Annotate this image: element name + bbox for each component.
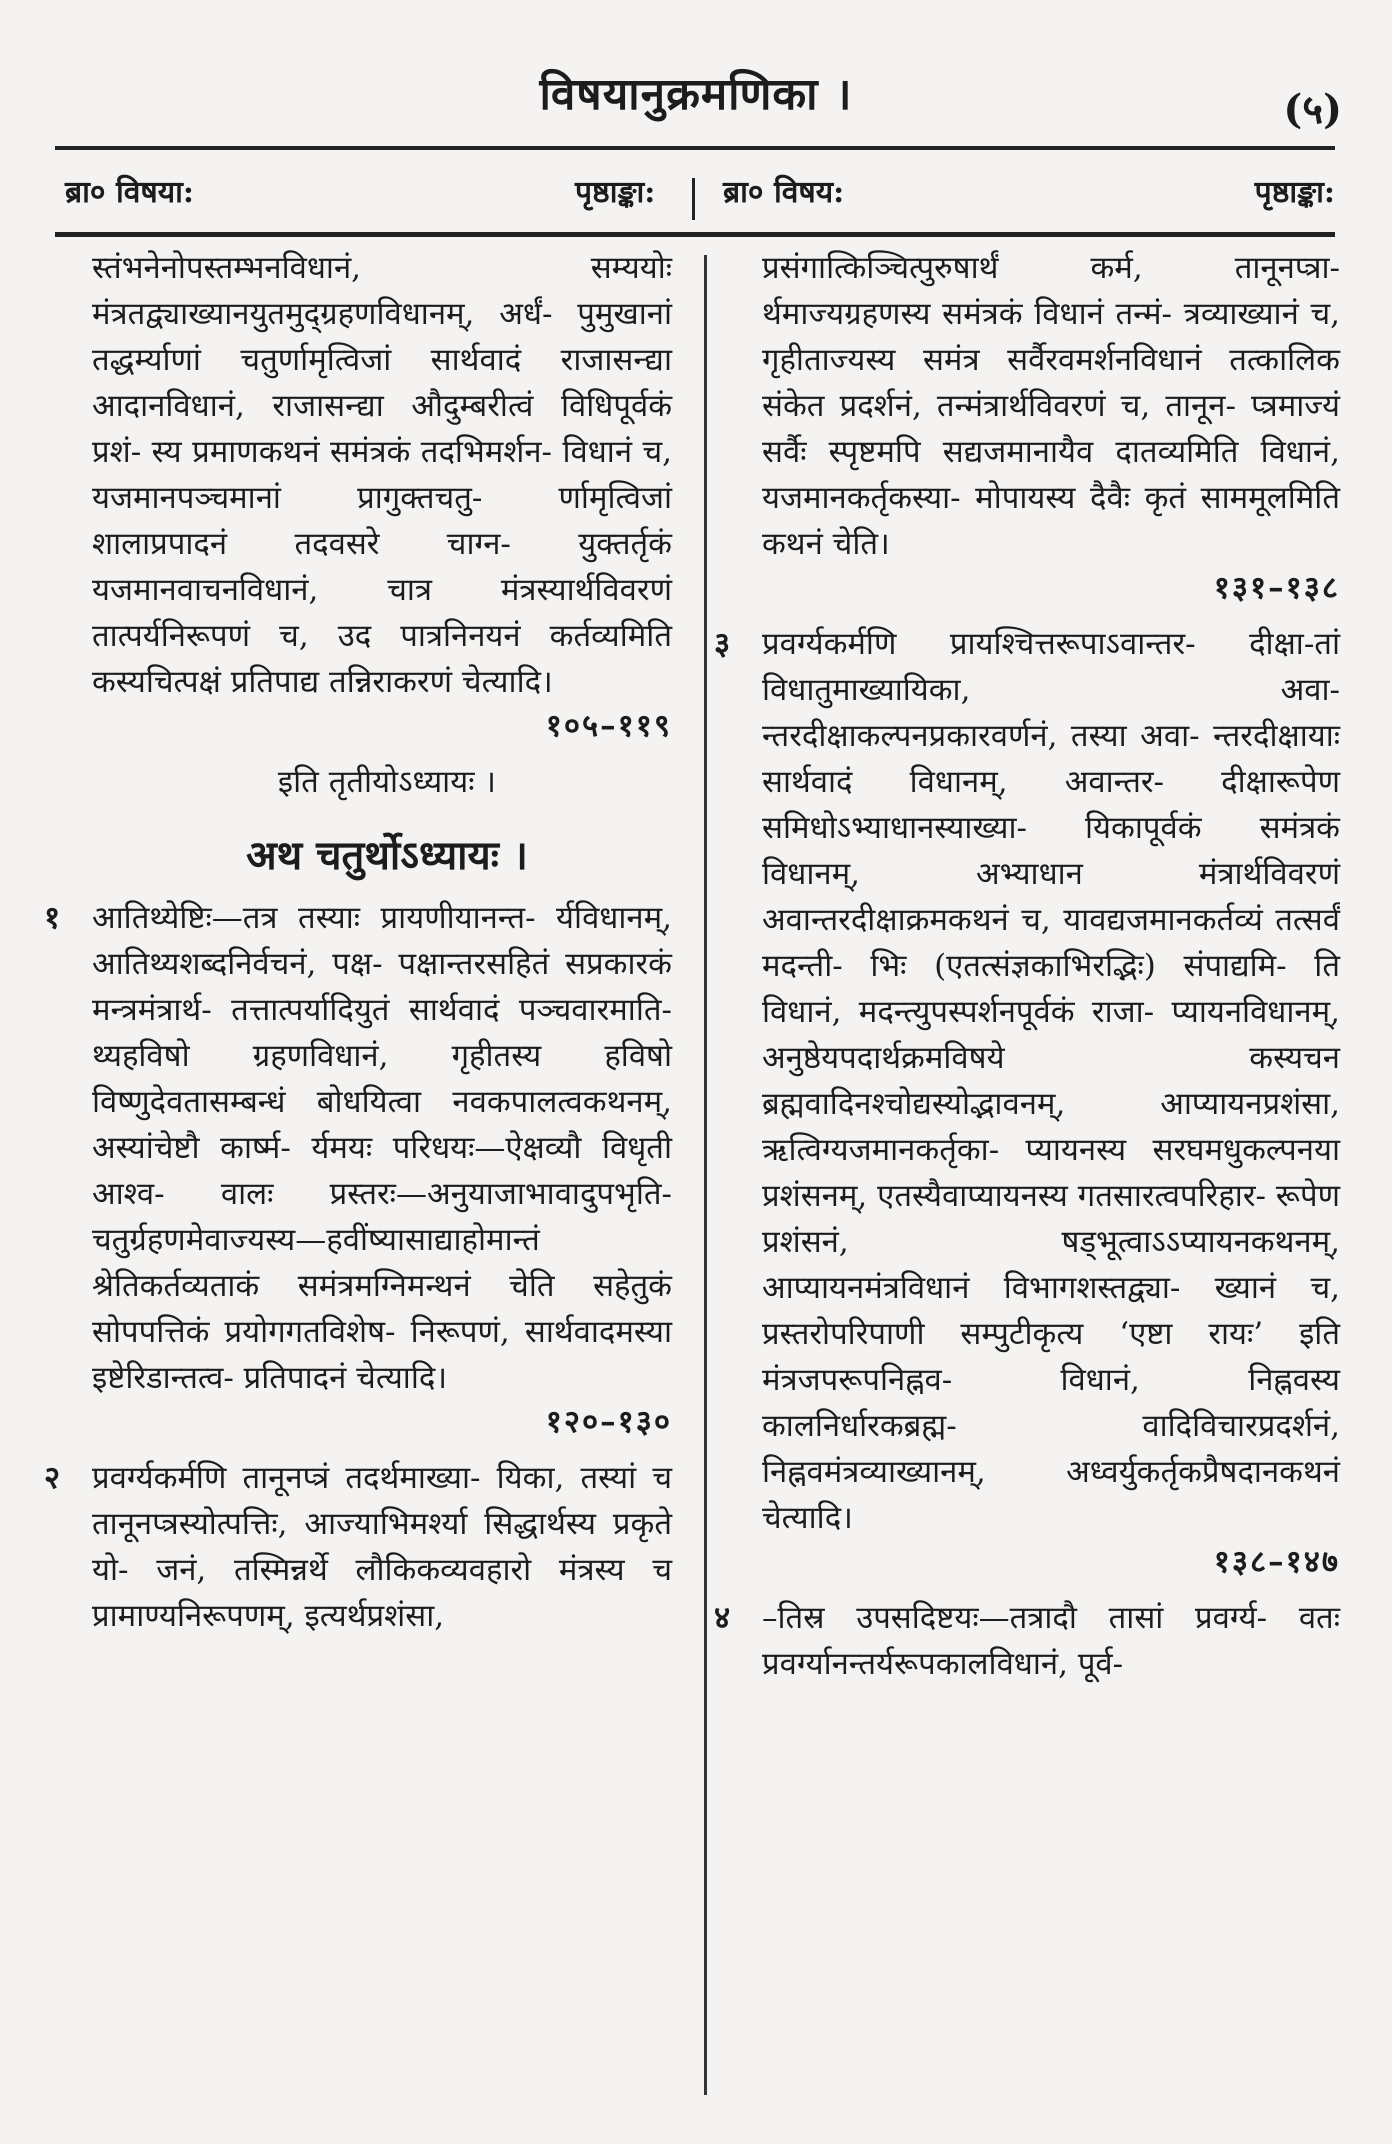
table-header: [65, 170, 1335, 220]
header-top-rule: [55, 146, 1335, 150]
list-item: [712, 1595, 1340, 1687]
header-divider: [692, 178, 695, 220]
entry-text: प्रसंगात्किञ्चित्पुरुषार्थं कर्म, तानूनप्त्रा- र्थमाज्यग्रहणस्य समंत्रकं विधानं तन्मं- त्रव्याख्यानं च, गृहीताज्यस्य समंत्र सर्वैरवमर्शनविधानं तत्कालिक संकेत प्रदर्शनं, तन्मंत्रार्थविवरणं च, तानून- प्त्रमाज्यं सर्वैः स्पृष्टमपि सद्यजमानायैव दातव्यमिति विधानं, यजमानकर्तृकस्या- मोपायस्य दैवैः कृतं साममूलमिति कथनं चेति।: [762, 250, 1340, 562]
entry-text: आतिथ्येष्टिः—तत्र तस्याः प्रायणीयानन्त- र्यविधानम्, आतिथ्यशब्दनिर्वचनं, पक्ष- पक्षान्तरसहितं सप्रकारकं मन्त्रमंत्रार्थ- तत्तात्पर्यादियुतं सार्थवादं पञ्चवारमाति- थ्यहविषो ग्रहणविधानं, गृहीतस्य हविषो विष्णुदेवतासम्बन्धं बोधयित्वा नवकपालत्वकथनम्, अस्यांचेष्टौ कार्ष्म- र्यमयः परिधयः—ऐक्षव्यौ विधृती आश्व- वालः प्रस्तरः—अनुयाजाभावादुपभृति- चतुर्ग्रहणमेवाज्यस्य—हवींष्यासाद्याहोमान्तं श्रेतिकर्तव्यताकं समंत्रमग्निमन्थनं चेति सहेतुकं सोपपत्तिकं प्रयोगगतविशेष- निरूपणं, सार्थवादमस्या इष्टेरिडान्तत्व- प्रतिपादनं चेत्यादि।: [92, 900, 672, 1396]
entry-text: स्तंभनेनोपस्तम्भनविधानं, सम्ययोः मंत्रतद्व्याख्यानयुतमुद्ग्रहणविधानम्, अर्धं- पुमुखानां तद्धर्म्याणां चतुर्णामृत्विजां सार्थवादं राजासन्द्या आदानविधानं, राजासन्द्या औदुम्बरीत्वं विधिपूर्वकं प्रशं- स्य प्रमाणकथनं समंत्रकं तदभिमर्शन- विधानं च, यजमानपञ्चमानां प्रागुक्तचतु- र्णामृत्विजां शालाप्रपादनं तदवसरे चाग्न- युक्तर्तृकं यजमानवाचनविधानं, चात्र मंत्रस्यार्थविवरणं तात्पर्यनिरूपणं च, उद पात्रनिनयनं कर्तव्यमिति कस्यचित्पक्षं प्रतिपाद्य तन्निराकरणं चेत्यादि।: [92, 250, 672, 700]
page-number: (५): [1283, 86, 1342, 133]
chapter-heading: अथ चतुर्थोऽध्यायः ।: [246, 832, 528, 879]
right-column: [712, 245, 1340, 1695]
column-divider: [704, 255, 707, 2095]
left-column: [42, 245, 672, 1647]
entry-number: ३: [714, 626, 731, 662]
entry-text: प्रवर्ग्यकर्मणि तानूनप्त्रं तदर्थमाख्या- यिका, तस्यां च तानूनप्त्रस्योत्पत्तिः, आज्याभिमर्श्या सिद्धार्थस्य प्रकृते यो- जनं, तस्मिन्नर्थे लौकिकव्यवहारो मंत्रस्य च प्रामाण्यनिरूपणम्, इत्यर्थप्रशंसा,: [92, 1460, 672, 1634]
entry-pages: १२०–१३०: [545, 1404, 672, 1440]
entry-pages: १३१–१३८: [1213, 570, 1340, 606]
entry-text: –तिस्र उपसदिष्टयः—तत्रादौ तासां प्रवर्ग्य- वतः प्रवर्ग्यानन्तर्यरूपकालविधानं, पूर्व-: [762, 1600, 1340, 1682]
list-item: [712, 245, 1340, 611]
header-bottom-rule: [55, 232, 1335, 237]
left-topic-label: ब्रा० विषया:: [65, 175, 194, 210]
right-pages-label: पृष्ठाङ्का:: [1254, 175, 1335, 210]
list-item: [42, 895, 672, 1445]
list-item: [712, 621, 1340, 1585]
page-title: विषयानुक्रमणिका ।: [539, 69, 853, 120]
list-item: [42, 245, 672, 749]
chapter-end: इति तृतीयोऽध्यायः ।: [277, 764, 497, 800]
entry-number: २: [44, 1460, 61, 1496]
entry-number: १: [44, 900, 61, 936]
list-item: [42, 1455, 672, 1639]
entry-pages: १३८–१४७: [1213, 1544, 1340, 1580]
entry-text: प्रवर्ग्यकर्मणि प्रायश्चित्तरूपाऽवान्तर- दीक्षा-तां विधातुमाख्यायिका, अवा- न्तरदीक्षाकल्पनप्रकारवर्णनं, तस्या अवा- न्तरदीक्षायाः सार्थवादं विधानम्, अवान्तर- दीक्षारूपेण समिधोऽभ्याधानस्याख्या- यिकापूर्वकं समंत्रकं विधानम्, अभ्याधान मंत्रार्थविवरणं अवान्तरदीक्षाक्रमकथनं च, यावद्यजमानकर्तव्यं तत्सर्वं मदन्ती- भिः (एतत्संज्ञकाभिरद्भिः) संपाद्यमि- ति विधानं, मदन्त्युपस्पर्शनपूर्वकं राजा- प्यायनविधानम्, अनुष्ठेयपदार्थक्रमविषये कस्यचन ब्रह्मवादिनश्चोद्यस्योद्भावनम्, आप्यायनप्रशंसा, ऋत्विग्यजमानकर्तृका- प्यायनस्य सरघमधुकल्पनया प्रशंसनम्, एतस्यैवाप्यायनस्य गतसारत्वपरिहार- रूपेण प्रशंसनं, षड्भूत्वाऽऽप्यायनकथनम्, आप्यायनमंत्रविधानं विभागशस्तद्व्या- ख्यानं च, प्रस्तरोपरिपाणी सम्पुटीकृत्य ‘एष्टा रायः’ इति मंत्रजपरूपनिह्नव- विधानं, निह्नवस्य कालनिर्धारकब्रह्म- वादिविचारप्रदर्शनं, निह्नवमंत्रव्याख्यानम्, अध्वर्युकर्तृकप्रैषदानकथनं चेत्यादि।: [762, 626, 1340, 1536]
left-pages-label: पृष्ठाङ्का:: [575, 175, 656, 210]
entry-pages: १०५–११९: [545, 708, 672, 744]
right-topic-label: ब्रा० विषय:: [723, 175, 845, 210]
entry-number: ४: [714, 1600, 731, 1636]
